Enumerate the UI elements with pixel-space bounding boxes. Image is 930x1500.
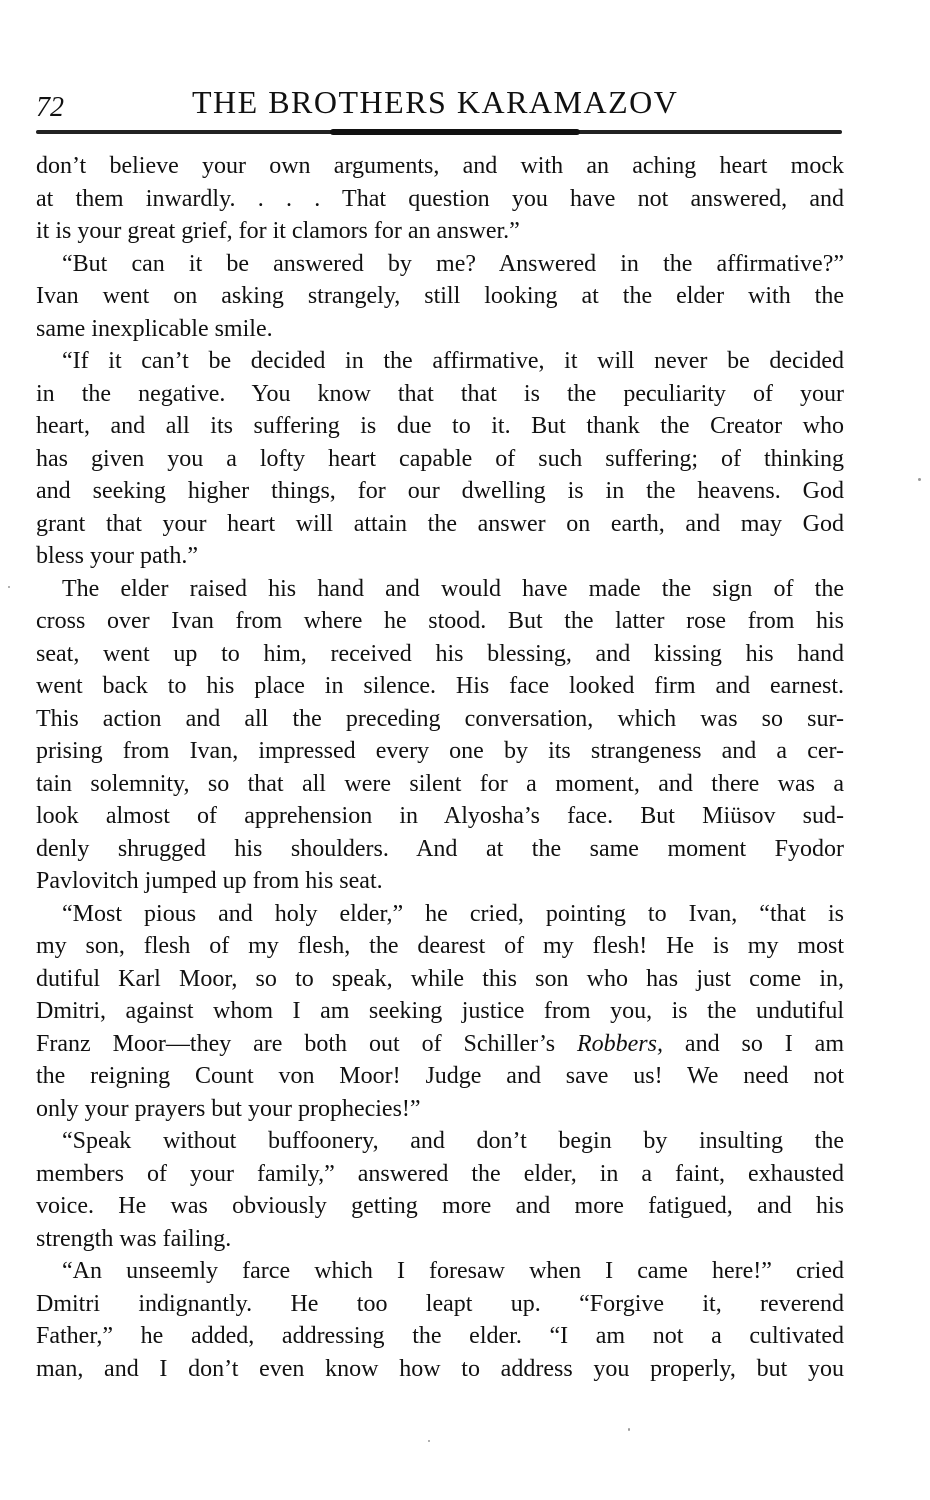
- text-line: only your prayers but your prophecies!”: [36, 1095, 421, 1122]
- text-line: dutiful Karl Moor, so to speak, while this son who has just come in,: [36, 965, 844, 992]
- text-line: voice. He was obviously getting more and more fatigued, and his: [36, 1193, 844, 1219]
- text-line: members of your family,” answered the elder, in a faint, exhausted: [36, 1160, 844, 1187]
- text-line: Dmitri indignantly. He too leapt up. “Forgive it, reverend: [36, 1290, 844, 1317]
- text-line: same inexplicable smile.: [36, 315, 273, 342]
- text-line: went back to his place in silence. His face looked firm and earnest.: [36, 673, 844, 699]
- header-rule-thick: [330, 129, 580, 135]
- page-header: [36, 84, 846, 124]
- text-line: Pavlovitch jumped up from his seat.: [36, 868, 383, 894]
- text-line: “Speak without buffoonery, and don’t begin by insulting the: [62, 1128, 844, 1154]
- text-line: denly shrugged his shoulders. And at the same moment Fyodor: [36, 835, 844, 862]
- text-line: in the negative. You know that that is the peculiarity of your: [36, 380, 844, 407]
- text-line: my son, flesh of my flesh, the dearest of my flesh! He is my most: [36, 933, 844, 959]
- text-line: at them inwardly. . . . That question you have not answered, and: [36, 185, 844, 212]
- body-text: [36, 150, 844, 1385]
- page-speck: [918, 478, 921, 481]
- running-title: THE BROTHERS KARAMAZOV: [192, 84, 679, 120]
- page-number: 72: [36, 92, 64, 123]
- text-line: and seeking higher things, for our dwelling is in the heavens. God: [36, 478, 844, 504]
- text-line: look almost of apprehension in Alyosha’s face. But Miüsov sud-: [36, 803, 844, 829]
- text-line: [36, 1028, 844, 1061]
- text-line: don’t believe your own arguments, and with an aching heart mock: [36, 153, 844, 179]
- text-line: has given you a lofty heart capable of such suffering; of thinking: [36, 445, 844, 472]
- text-line: Father,” he added, addressing the elder. “I am not a cultivated: [36, 1323, 844, 1349]
- text-line: tain solemnity, so that all were silent for a moment, and there was a: [36, 770, 844, 797]
- text-line: man, and I don’t even know how to address you properly, but you: [36, 1355, 844, 1382]
- text-line: grant that your heart will attain the answer on earth, and may God: [36, 510, 844, 537]
- text-line: “If it can’t be decided in the affirmative, it will never be decided: [62, 348, 844, 374]
- text-line: Ivan went on asking strangely, still looking at the elder with the: [36, 283, 844, 309]
- text-line: The elder raised his hand and would have made the sign of the: [62, 575, 844, 602]
- text-line: Dmitri, against whom I am seeking justice from you, is the undutiful: [36, 998, 844, 1024]
- text-line: heart, and all its suffering is due to it. But thank the Creator who: [36, 413, 844, 439]
- text-line: it is your great grief, for it clamors for an answer.”: [36, 218, 520, 244]
- text-line: strength was failing.: [36, 1225, 232, 1252]
- text-segment: Franz Moor—they are both out of Schiller’s: [36, 1030, 577, 1057]
- page-speck: [8, 586, 10, 588]
- text-segment: and so I am: [662, 1030, 845, 1057]
- text-line: seat, went up to him, received his blessing, and kissing his hand: [36, 640, 844, 667]
- text-line: “An unseemly farce which I foresaw when I came here!” cried: [62, 1258, 844, 1284]
- text-line: prising from Ivan, impressed every one by its strangeness and a cer-: [36, 738, 844, 764]
- text-line: bless your path.”: [36, 543, 198, 569]
- text-line: This action and all the preceding conversation, which was so sur-: [36, 705, 844, 732]
- italic-title: Robbers,: [576, 1030, 663, 1057]
- text-line: the reigning Count von Moor! Judge and save us! We need not: [36, 1063, 844, 1089]
- page-speck: [428, 1440, 430, 1442]
- text-line: cross over Ivan from where he stood. But the latter rose from his: [36, 608, 844, 634]
- text-line: “Most pious and holy elder,” he cried, pointing to Ivan, “that is: [62, 900, 844, 927]
- text-line: “But can it be answered by me? Answered in the affirmative?”: [62, 250, 844, 277]
- page-speck: [628, 1428, 630, 1431]
